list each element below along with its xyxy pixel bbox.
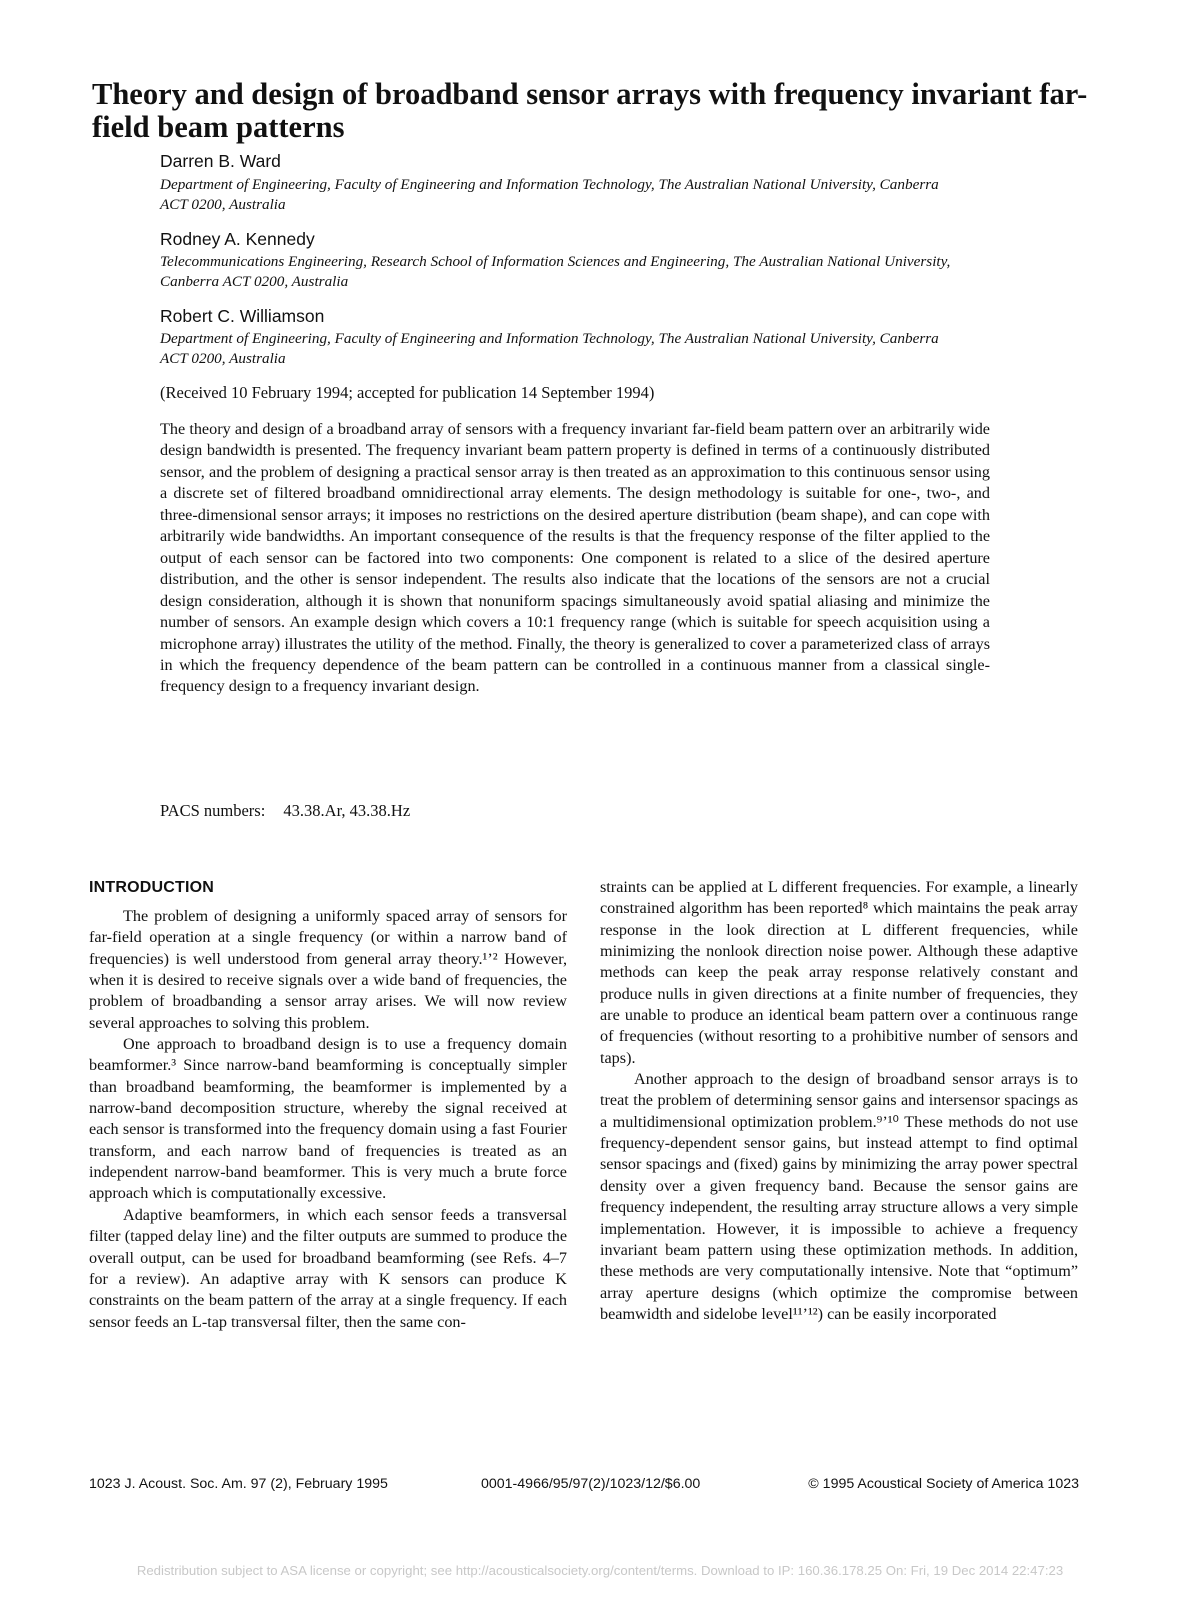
section-heading-introduction: INTRODUCTION <box>89 879 215 896</box>
left-column <box>89 877 567 1333</box>
footer-issn-code: 0001-4966/95/97(2)/1023/12/$6.00 <box>481 1476 701 1492</box>
author-name-2: Rodney A. Kennedy <box>160 229 315 249</box>
article-title: Theory and design of broadband sensor arrays with frequency invariant far-field beam patterns <box>92 77 1088 144</box>
page-footer <box>89 1473 1079 1495</box>
intro-paragraph-2: One approach to broadband design is to use a frequency domain beamformer.³ Since narrow-band beamforming is conceptually simpler than broadband beamforming, the beamformer is implemented by a narrow-band decomposition structure, whereby the signal received at each sensor is transformed into the frequency domain using a fast Fourier transform, and each narrow band of frequencies is treated as an independent narrow-band beamformer. This is very much a brute force approach which is computationally excessive. <box>89 1035 567 1203</box>
intro-paragraph-4: Another approach to the design of broadband sensor arrays is to treat the problem of determining sensor gains and intersensor spacings as a multidimensional optimization problem.⁹ʼ¹⁰ These methods do not use frequency-dependent sensor gains, but instead attempt to find optimal sensor spacings and (fixed) gains by minimizing the array power spectral density over a given frequency band. Because the sensor gains are frequency independent, the resulting array structure allows a very simple implementation. However, it is impossible to achieve a frequency invariant beam pattern using these optimization methods. In addition, these methods are very computationally intensive. Note that “optimum” array aperture designs (which optimize the compromise between beamwidth and sidelobe level¹¹ʼ¹²) can be easily incorporated <box>600 1070 1078 1323</box>
footer-journal-citation: 1023 J. Acoust. Soc. Am. 97 (2), February 1995 <box>89 1476 388 1492</box>
footer-copyright: © 1995 Acoustical Society of America 1023 <box>808 1476 1079 1492</box>
received-dates: (Received 10 February 1994; accepted for publication 14 September 1994) <box>160 383 655 402</box>
author-name-1: Darren B. Ward <box>160 151 281 171</box>
author-name-3: Robert C. Williamson <box>160 306 325 326</box>
pacs-values: 43.38.Ar, 43.38.Hz <box>283 801 411 820</box>
intro-paragraph-3: Adaptive beamformers, in which each sensor feeds a transversal filter (tapped delay line) and the filter outputs are summed to produce the overall output, can be used for broadband beamforming (see Refs. 4–7 for a review). An adaptive array with K sensors can produce K constraints on the beam pattern of the array at a single frequency. If each sensor feeds an L-tap transversal filter, then the same con- <box>89 1205 567 1331</box>
intro-paragraph-3-continued: straints can be applied at L different frequencies. For example, a linearly constrained algorithm has been reported⁸ which maintains the peak array response in the look direction at L different frequencies, while minimizing the nonlook direction noise power. Although these adaptive methods can keep the peak array response relatively constant and produce nulls in given directions at a finite number of frequencies, they are unable to produce an identical beam pattern over a continuous range of frequencies (without resorting to a prohibitive number of sensors and taps). <box>600 878 1078 1067</box>
author-affiliation-2: Telecommunications Engineering, Research School of Information Sciences and Engineering, The Australian National University, Canberra ACT 0200, Australia <box>160 253 951 290</box>
pacs-numbers <box>160 800 760 822</box>
abstract: The theory and design of a broadband array of sensors with a frequency invariant far-field beam pattern over an arbitrarily wide design bandwidth is presented. The frequency invariant beam pattern property is defined in terms of a continuously distributed sensor, and the problem of designing a practical sensor array is then treated as an approximation to this continuous sensor using a discrete set of filtered broadband omnidirectional array elements. The design methodology is suitable for one-, two-, and three-dimensional sensor arrays; it imposes no restrictions on the desired aperture distribution (beam shape), and can cope with arbitrarily wide bandwidths. An important consequence of the results is that the frequency response of the filter applied to the output of each sensor can be factored into two components: One component is related to a slice of the desired aperture distribution, and the other is sensor independent. The results also indicate that the locations of the sensors are not a crucial design consideration, although it is shown that nonuniform spacings simultaneously avoid spatial aliasing and minimize the number of sensors. An example design which covers a 10:1 frequency range (which is suitable for speech acquisition using a microphone array) illustrates the utility of the method. Finally, the theory is generalized to cover a parameterized class of arrays in which the frequency dependence of the beam pattern can be controlled in a continuous manner from a classical single-frequency design to a frequency invariant design. <box>160 420 990 696</box>
pacs-label: PACS numbers: <box>160 801 266 820</box>
author-affiliation-1: Department of Engineering, Faculty of Engineering and Information Technology, The Australian National University, Canberra ACT 0200, Australia <box>160 176 939 213</box>
download-watermark: Redistribution subject to ASA license or copyright; see http://acousticalsociety.org/content/terms. Download to IP: 160.36.178.25 On: Fri, 19 Dec 2014 22:47:23 <box>136 1563 1064 1578</box>
right-column <box>600 877 1078 1325</box>
author-affiliation-3: Department of Engineering, Faculty of Engineering and Information Technology, The Australian National University, Canberra ACT 0200, Australia <box>160 330 939 367</box>
intro-paragraph-1: The problem of designing a uniformly spaced array of sensors for far-field operation at a single frequency (or within a narrow band of frequencies) is well understood from general array theory.¹ʼ² However, when it is desired to receive signals over a wide band of frequencies, the problem of broadbanding a sensor array arises. We will now review several approaches to solving this problem. <box>89 907 567 1032</box>
